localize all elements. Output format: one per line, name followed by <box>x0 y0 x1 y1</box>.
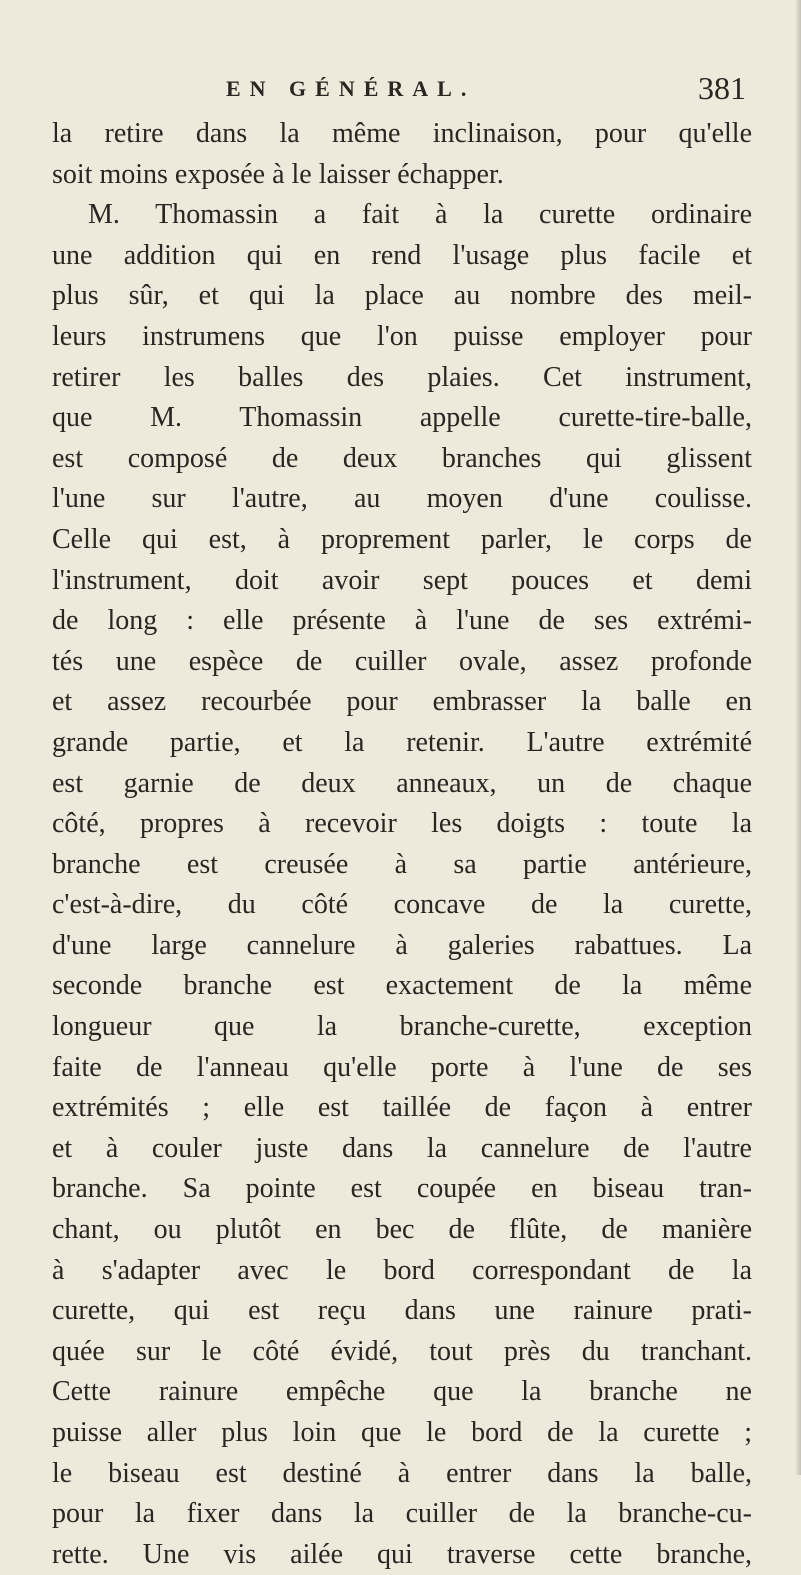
text-line: la retire dans la même inclinaison, pour qu'elle <box>52 118 752 149</box>
text-line: est garnie de deux anneaux, un de chaque <box>52 767 752 799</box>
text-line: d'une large cannelure à galeries rabattues. La <box>52 929 752 961</box>
text-line: quée sur le côté évidé, tout près du tranchant. <box>52 1335 752 1367</box>
text-line: soit moins exposée à le laisser échapper. <box>52 158 504 190</box>
text-line: curette, qui est reçu dans une rainure prati- <box>52 1295 752 1327</box>
text-line: seconde branche est exactement de la même <box>52 970 752 1002</box>
text-line: et à couler juste dans la cannelure de l'autre <box>52 1132 752 1164</box>
page-header <box>226 72 746 112</box>
text-line: et assez recourbée pour embrasser la balle en <box>52 686 752 718</box>
text-line: Cette rainure empêche que la branche ne <box>52 1376 752 1408</box>
text-line: Celle qui est, à proprement parler, le corps de <box>52 523 752 555</box>
text-line: pour la fixer dans la cuiller de la branche-cu- <box>52 1498 752 1530</box>
text-line: longueur que la branche-curette, exception <box>52 1011 752 1043</box>
text-line: tés une espèce de cuiller ovale, assez profonde <box>52 645 752 677</box>
text-line: M. Thomassin a fait à la curette ordinaire <box>88 199 752 231</box>
text-line: grande partie, et la retenir. L'autre extrémité <box>52 726 752 758</box>
text-line: chant, ou plutôt en bec de flûte, de manière <box>52 1214 752 1246</box>
text-line: une addition qui en rend l'usage plus facile et <box>52 239 752 271</box>
text-line: puisse aller plus loin que le bord de la curette ; <box>52 1417 752 1448</box>
text-line: c'est-à-dire, du côté concave de la curette, <box>52 889 752 921</box>
text-line: retirer les balles des plaies. Cet instrument, <box>52 361 752 393</box>
text-line: extrémités ; elle est taillée de façon à entrer <box>52 1092 752 1124</box>
text-line: côté, propres à recevoir les doigts : toute la <box>52 808 752 840</box>
text-line: rette. Une vis ailée qui traverse cette branche, <box>52 1538 752 1570</box>
text-line: le biseau est destiné à entrer dans la balle, <box>52 1457 752 1489</box>
text-line: leurs instrumens que l'on puisse employer pour <box>52 320 752 352</box>
text-line: l'une sur l'autre, au moyen d'une coulisse. <box>52 483 752 515</box>
page-number: 381 <box>698 70 746 106</box>
text-line: que M. Thomassin appelle curette-tire-balle, <box>52 402 752 434</box>
text-line: est composé de deux branches qui glissent <box>52 442 752 474</box>
page-edge-shadow <box>795 0 801 1475</box>
body-text <box>52 114 752 1575</box>
text-line: l'instrument, doit avoir sept pouces et demi <box>52 564 752 596</box>
text-line: à s'adapter avec le bord correspondant de la <box>52 1254 752 1286</box>
text-line: faite de l'anneau qu'elle porte à l'une de ses <box>52 1051 752 1083</box>
text-line: plus sûr, et qui la place au nombre des meil- <box>52 280 752 312</box>
text-line: branche. Sa pointe est coupée en biseau tran- <box>52 1173 752 1205</box>
text-line: de long : elle présente à l'une de ses extrémi- <box>52 605 752 637</box>
text-line: branche est creusée à sa partie antérieure, <box>52 848 752 880</box>
running-head: EN GÉNÉRAL. <box>226 76 476 101</box>
